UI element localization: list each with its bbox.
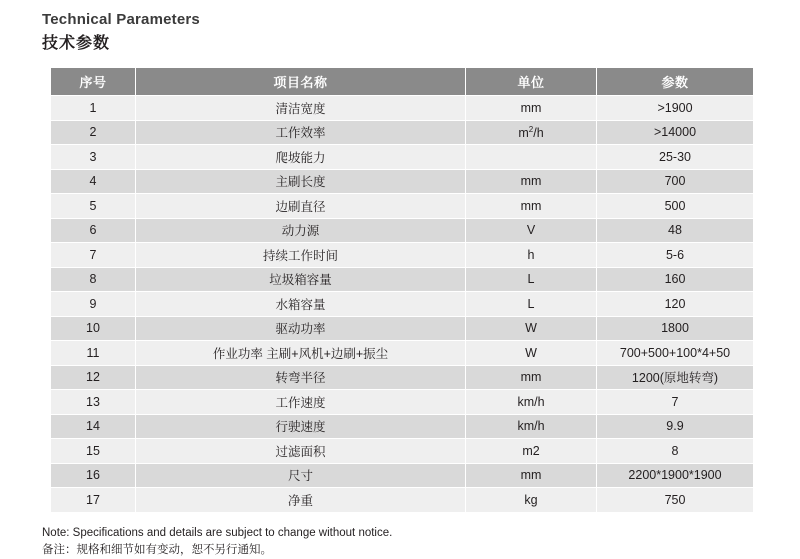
- table-header: [51, 68, 754, 96]
- cell-value: >1900: [597, 96, 754, 121]
- cell-no: 7: [51, 243, 136, 268]
- table-row: [51, 463, 754, 488]
- cell-no: 9: [51, 292, 136, 317]
- column-header-unit: 单位: [466, 68, 597, 96]
- cell-unit: mm: [466, 169, 597, 194]
- table-row: [51, 292, 754, 317]
- cell-unit: mm: [466, 463, 597, 488]
- column-header-value: 参数: [597, 68, 754, 96]
- cell-unit: [466, 145, 597, 170]
- cell-unit: mm: [466, 96, 597, 121]
- cell-no: 15: [51, 439, 136, 464]
- table-row: [51, 439, 754, 464]
- unit-superscript: 2: [528, 124, 534, 134]
- cell-no: 5: [51, 194, 136, 219]
- table-row: [51, 414, 754, 439]
- table-row: [51, 365, 754, 390]
- cell-item-name: 工作效率: [136, 120, 466, 145]
- cell-value: 25-30: [597, 145, 754, 170]
- cell-value: 5-6: [597, 243, 754, 268]
- cell-value: 9.9: [597, 414, 754, 439]
- cell-value: 8: [597, 439, 754, 464]
- table-row: [51, 218, 754, 243]
- cell-no: 13: [51, 390, 136, 415]
- cell-value: 750: [597, 488, 754, 513]
- cell-value: 48: [597, 218, 754, 243]
- specifications-table: [50, 67, 754, 513]
- cell-value: 2200*1900*1900: [597, 463, 754, 488]
- table-row: [51, 341, 754, 366]
- cell-unit: V: [466, 218, 597, 243]
- cell-item-name: 过滤面积: [136, 439, 466, 464]
- cell-unit: km/h: [466, 390, 597, 415]
- cell-no: 14: [51, 414, 136, 439]
- table-row: [51, 488, 754, 513]
- cell-no: 11: [51, 341, 136, 366]
- cell-item-name: 行驶速度: [136, 414, 466, 439]
- table-header-row: [51, 68, 754, 96]
- table-row: [51, 194, 754, 219]
- table-row: [51, 145, 754, 170]
- note-chinese: 备注：规格和细节如有变动，恕不另行通知。: [42, 543, 272, 556]
- cell-unit: m2: [466, 439, 597, 464]
- cell-unit: mm: [466, 194, 597, 219]
- note-english: Note: Specifications and details are subject to change without notice.: [42, 526, 393, 539]
- cell-unit: W: [466, 341, 597, 366]
- cell-no: 10: [51, 316, 136, 341]
- cell-no: 17: [51, 488, 136, 513]
- cell-value: 1800: [597, 316, 754, 341]
- specifications-table-wrapper: [50, 67, 750, 513]
- cell-no: 8: [51, 267, 136, 292]
- cell-unit: kg: [466, 488, 597, 513]
- cell-value: >14000: [597, 120, 754, 145]
- cell-value: 700: [597, 169, 754, 194]
- cell-unit: L: [466, 267, 597, 292]
- page-title-chinese: 技术参数: [42, 35, 111, 52]
- table-row: [51, 120, 754, 145]
- cell-item-name: 净重: [136, 488, 466, 513]
- table-row: [51, 390, 754, 415]
- column-header-name: 项目名称: [136, 68, 466, 96]
- table-body: [51, 96, 754, 513]
- cell-item-name: 尺寸: [136, 463, 466, 488]
- cell-item-name: 清洁宽度: [136, 96, 466, 121]
- cell-no: 2: [51, 120, 136, 145]
- cell-unit: km/h: [466, 414, 597, 439]
- cell-item-name: 垃圾箱容量: [136, 267, 466, 292]
- cell-no: 1: [51, 96, 136, 121]
- cell-value: 7: [597, 390, 754, 415]
- cell-item-name: 转弯半径: [136, 365, 466, 390]
- cell-item-name: 水箱容量: [136, 292, 466, 317]
- cell-item-name: 动力源: [136, 218, 466, 243]
- cell-value: 160: [597, 267, 754, 292]
- table-row: [51, 316, 754, 341]
- cell-no: 4: [51, 169, 136, 194]
- cell-item-name: 边刷直径: [136, 194, 466, 219]
- column-header-no: 序号: [51, 68, 136, 96]
- table-row: [51, 243, 754, 268]
- cell-item-name: 主刷长度: [136, 169, 466, 194]
- cell-no: 6: [51, 218, 136, 243]
- cell-item-name: 工作速度: [136, 390, 466, 415]
- cell-unit: h: [466, 243, 597, 268]
- table-row: [51, 169, 754, 194]
- cell-item-name: 作业功率 主刷+风机+边刷+振尘: [136, 341, 466, 366]
- cell-no: 3: [51, 145, 136, 170]
- cell-no: 12: [51, 365, 136, 390]
- cell-unit: mm: [466, 365, 597, 390]
- page-header: [0, 0, 800, 55]
- notes-block: [42, 525, 800, 559]
- table-row: [51, 96, 754, 121]
- cell-unit: L: [466, 292, 597, 317]
- cell-item-name: 驱动功率: [136, 316, 466, 341]
- cell-value: 700+500+100*4+50: [597, 341, 754, 366]
- cell-value: 500: [597, 194, 754, 219]
- page-title-english: Technical Parameters: [42, 11, 200, 28]
- cell-unit: $m^2/h$: [466, 120, 597, 145]
- table-row: [51, 267, 754, 292]
- cell-item-name: 爬坡能力: [136, 145, 466, 170]
- cell-no: 16: [51, 463, 136, 488]
- cell-value: 120: [597, 292, 754, 317]
- cell-unit: W: [466, 316, 597, 341]
- cell-value: 1200(原地转弯): [597, 365, 754, 390]
- cell-item-name: 持续工作时间: [136, 243, 466, 268]
